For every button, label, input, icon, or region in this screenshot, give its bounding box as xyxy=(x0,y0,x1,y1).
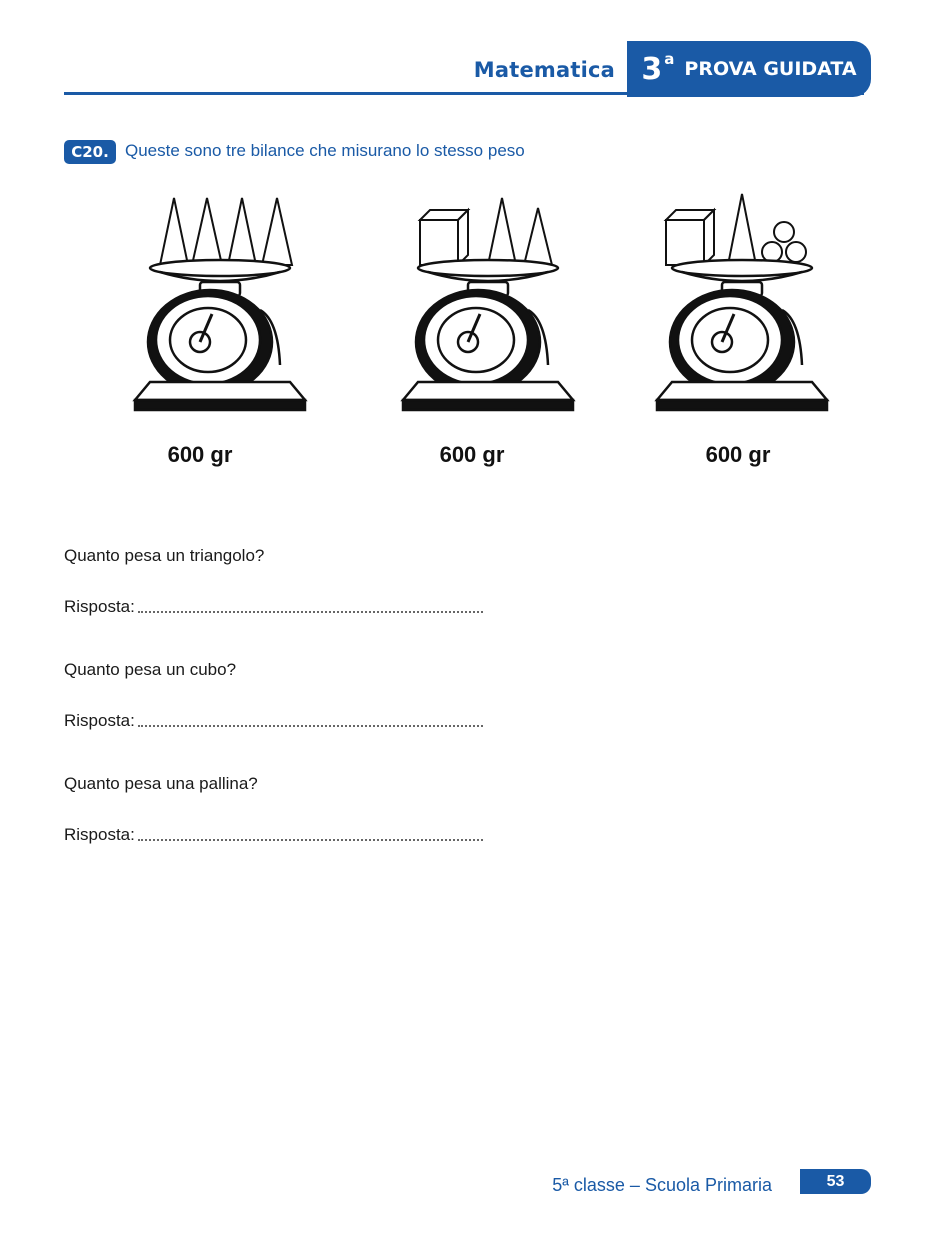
footer-grade: 5ª classe – Scuola Primaria xyxy=(552,1175,772,1195)
scale-2-weight: 600 gr xyxy=(439,442,505,467)
cube-side xyxy=(458,210,468,265)
test-number: 3 xyxy=(641,51,663,87)
cube-front xyxy=(420,220,458,265)
answer-triangle[interactable] xyxy=(64,597,483,617)
cone-shape xyxy=(262,198,292,265)
ball-shape xyxy=(762,242,782,262)
ball-shape xyxy=(786,242,806,262)
cube-side xyxy=(704,210,714,265)
answer-line[interactable] xyxy=(138,610,483,613)
answer-line[interactable] xyxy=(138,724,483,727)
scale-1-weight: 600 gr xyxy=(167,442,233,467)
cone-shape xyxy=(192,198,222,265)
test-title: PROVA GUIDATA xyxy=(684,58,857,80)
answer-label: Risposta: xyxy=(64,711,135,730)
cone-shape xyxy=(228,198,256,265)
scale-1 xyxy=(130,190,310,420)
question-cube: Quanto pesa un cubo? xyxy=(64,660,237,679)
scale-2 xyxy=(398,190,578,420)
test-number-superscript: a xyxy=(664,50,675,68)
cone-shape xyxy=(728,194,756,265)
ball-shape xyxy=(774,222,794,242)
answer-label: Risposta: xyxy=(64,597,135,616)
answer-cube[interactable] xyxy=(64,711,483,731)
cube-front xyxy=(666,220,704,265)
page-number: 53 xyxy=(800,1169,871,1194)
question-text: Queste sono tre bilance che misurano lo stesso peso xyxy=(125,141,525,160)
answer-label: Risposta: xyxy=(64,825,135,844)
cone-shape xyxy=(488,198,516,265)
test-tab xyxy=(627,41,871,97)
cone-shape xyxy=(524,208,552,265)
answer-ball[interactable] xyxy=(64,825,483,845)
answer-line[interactable] xyxy=(138,838,483,841)
question-triangle: Quanto pesa un triangolo? xyxy=(64,546,265,565)
question-badge: C20. xyxy=(64,140,116,164)
scale-3-weight: 600 gr xyxy=(705,442,771,467)
cone-shape xyxy=(160,198,188,265)
question-ball: Quanto pesa una pallina? xyxy=(64,774,258,793)
scale-3 xyxy=(652,190,832,420)
subject-title: Matematica xyxy=(473,58,615,82)
